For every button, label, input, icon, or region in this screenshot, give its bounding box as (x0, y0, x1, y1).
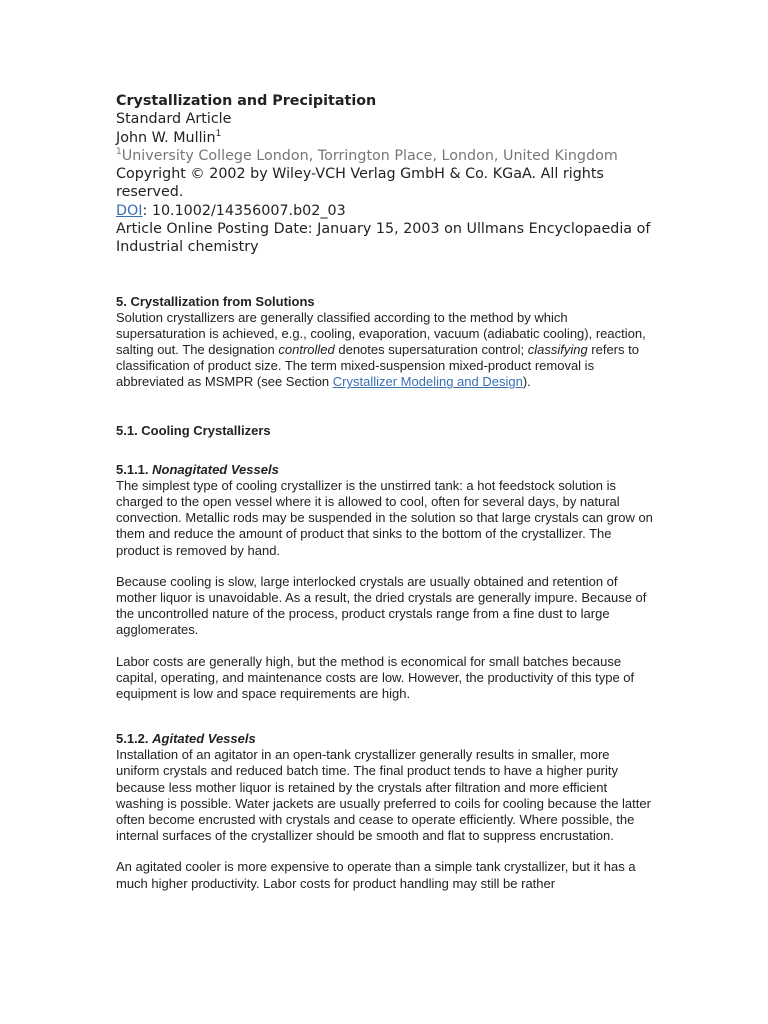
article-type: Standard Article (116, 111, 232, 128)
author-superscript: 1 (215, 128, 222, 139)
section-heading-5: 5. Crystallization from Solutions (116, 293, 315, 309)
section-5-1-1-paragraph-3: Labor costs are generally high, but the method is economical for small batches because capital, operating, and maintenance costs are low. However, the productivity of this type of equipment is low and space requirements are high. (116, 653, 635, 701)
section-5-1-1-paragraph-2: Because cooling is slow, large interlocked crystals are usually obtained and retention of mother liquor is unavoidable. As a result, the dried crystals are generally impure. Because of the uncontrolled nature of the process, product crystals range from a fine dust to large agglomerates. (116, 573, 647, 638)
section-title: Agitated Vessels (152, 731, 256, 747)
section-heading-5-1-1 (116, 462, 656, 478)
emphasis-controlled: controlled (278, 342, 335, 358)
section-heading-5-1-2 (116, 731, 656, 747)
text-span: ). (522, 374, 531, 390)
text-span: refers to classification of product size. The term mixed-suspension mixed-product removal is abbreviated as MSMPR (see Section (116, 342, 639, 390)
doi-line (116, 202, 656, 220)
section-5-1-2-paragraph-1: Installation of an agitator in an open-tank crystallizer generally results in smaller, more uniform crystals and reduced batch time. The final product tends to have a higher purity because less mother liquor is retained by the crystals after filtration and more efficient washing is possible. Water jackets are usually preferred to coils for cooling because the latter often become encrusted with crystals and cease to operate efficiently. Where possible, the internal surfaces of the crystallizer should be smooth and flat to suppress encrustation. (116, 747, 651, 844)
affiliation-text: University College London, Torrington Place, London, United Kingdom (121, 147, 618, 164)
article-title: Crystallization and Precipitation (116, 93, 377, 109)
article-body (116, 294, 656, 892)
author-line (116, 129, 656, 147)
text-span: Solution crystallizers are generally classified according to the method by which supersaturation is achieved, e.g., cooling, evaporation, vacuum (adiabatic cooling), reaction, salting out. The designation (116, 309, 646, 358)
crystallizer-modeling-link[interactable]: Crystallizer Modeling and Design (332, 374, 523, 390)
doi-value: : 10.1002/14356007.b02_03 (142, 202, 346, 219)
affiliation (116, 147, 656, 165)
article-content (116, 92, 656, 892)
section-5-1-2-paragraph-2: An agitated cooler is more expensive to operate than a simple tank crystallizer, but it has a much higher productivity. Labor costs for product handling may still be rather (116, 859, 636, 891)
emphasis-classifying: classifying (527, 342, 588, 358)
section-5-1-1-paragraph-1: The simplest type of cooling crystallizer is the unstirred tank: a hot feedstock solution is charged to the open vessel where it is allowed to cool, often for several days, by natural convection. Metallic rods may be suspended in the solution so that large crystals can grow on them and reduce the amount of product that sinks to the bottom of the crystallizer. The product is removed by hand. (116, 477, 653, 558)
section-number: 5.1.2. (116, 731, 153, 747)
doi-link[interactable]: DOI (116, 202, 143, 219)
section-heading-5-1: 5.1. Cooling Crystallizers (116, 422, 271, 438)
section-number: 5.1.1. (116, 461, 153, 477)
section-5-paragraph (116, 310, 656, 391)
affiliation-superscript: 1 (116, 146, 122, 157)
article-header (116, 92, 656, 257)
author-name: John W. Mullin (116, 129, 216, 146)
section-title: Nonagitated Vessels (152, 461, 279, 477)
posting-date: Article Online Posting Date: January 15, 2003 on Ullmans Encyclopaedia of Industrial chemistry (116, 221, 651, 256)
copyright: Copyright © 2002 by Wiley-VCH Verlag GmbH & Co. KGaA. All rights reserved. (116, 166, 604, 201)
text-span: denotes supersaturation control; (334, 342, 528, 358)
